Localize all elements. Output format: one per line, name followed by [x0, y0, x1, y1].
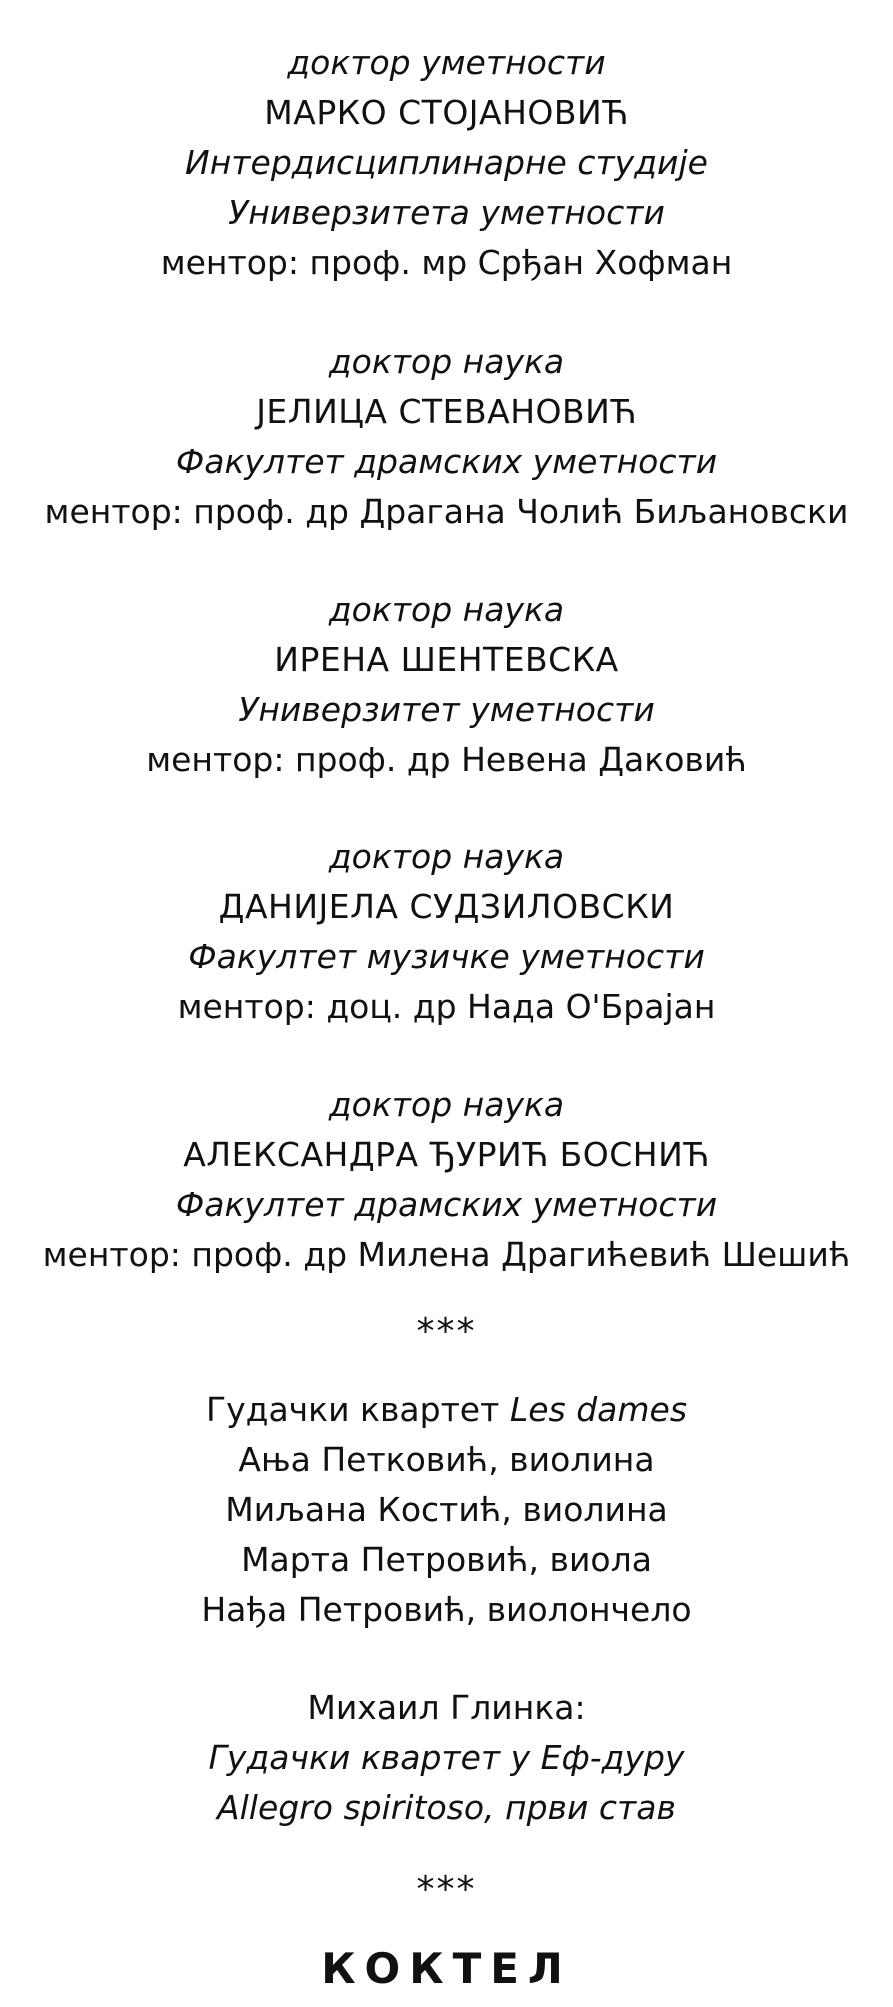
- movement: Allegro spiritoso, први став: [217, 1788, 676, 1827]
- doctor-name: ИРЕНА ШЕНТЕВСКА: [274, 640, 619, 679]
- quartet-member: Ања Петковић, виолина: [238, 1440, 655, 1479]
- quartet-member: Нађа Петровић, виолончело: [201, 1590, 692, 1629]
- institution: Интердисциплинарне студије: [185, 143, 708, 182]
- doctor-name: ДАНИЈЕЛА СУДЗИЛОВСКИ: [218, 887, 675, 926]
- composer: Михаил Глинка:: [307, 1688, 586, 1727]
- degree-title: доктор уметности: [287, 43, 606, 82]
- degree-title: доктор наука: [328, 837, 565, 876]
- doctor-entry-5: [0, 1080, 893, 1280]
- institution: Факултет драмских уметности: [175, 1185, 718, 1224]
- work-title: Гудачки квартет у Еф-дуру: [208, 1738, 685, 1777]
- doctor-name: АЛЕКСАНДРА ЂУРИЋ БОСНИЋ: [183, 1135, 710, 1174]
- doctor-name: МАРКО СТОЈАНОВИЋ: [264, 93, 629, 132]
- mentor: ментор: проф. др Драгана Чолић Биљановски: [44, 492, 849, 531]
- doctor-entry-1: [0, 38, 893, 288]
- separator-stars: ***: [416, 1869, 477, 1910]
- degree-title: доктор наука: [328, 590, 565, 629]
- degree-title: доктор наука: [328, 1085, 565, 1124]
- mentor: ментор: проф. мр Срђан Хофман: [160, 243, 733, 282]
- mentor: ментор: доц. др Нада О'Брајан: [177, 987, 716, 1026]
- quartet-heading-prefix: Гудачки квартет: [205, 1390, 510, 1429]
- doctor-entry-4: [0, 832, 893, 1032]
- mentor: ментор: проф. др Милена Драгићевић Шешић: [42, 1235, 851, 1274]
- quartet-section: [0, 1385, 893, 1635]
- program-section: [0, 1683, 893, 1833]
- institution: Факултет музичке уметности: [188, 937, 705, 976]
- doctor-entry-2: [0, 337, 893, 537]
- mentor: ментор: проф. др Невена Даковић: [146, 740, 747, 779]
- closing-title: КОКТЕЛ: [321, 1944, 572, 1993]
- institution: Универзитет уметности: [238, 690, 655, 729]
- quartet-member: Миљана Костић, виолина: [225, 1490, 668, 1529]
- institution: Факултет драмских уметности: [175, 442, 718, 481]
- degree-title: доктор наука: [328, 342, 565, 381]
- institution: Универзитета уметности: [228, 193, 665, 232]
- separator-stars: ***: [416, 1311, 477, 1352]
- quartet-member: Марта Петровић, виола: [241, 1540, 652, 1579]
- quartet-heading: [0, 1385, 893, 1435]
- quartet-name: Les dames: [509, 1390, 688, 1429]
- doctor-name: ЈЕЛИЦА СТЕВАНОВИЋ: [256, 392, 637, 431]
- doctor-entry-3: [0, 585, 893, 785]
